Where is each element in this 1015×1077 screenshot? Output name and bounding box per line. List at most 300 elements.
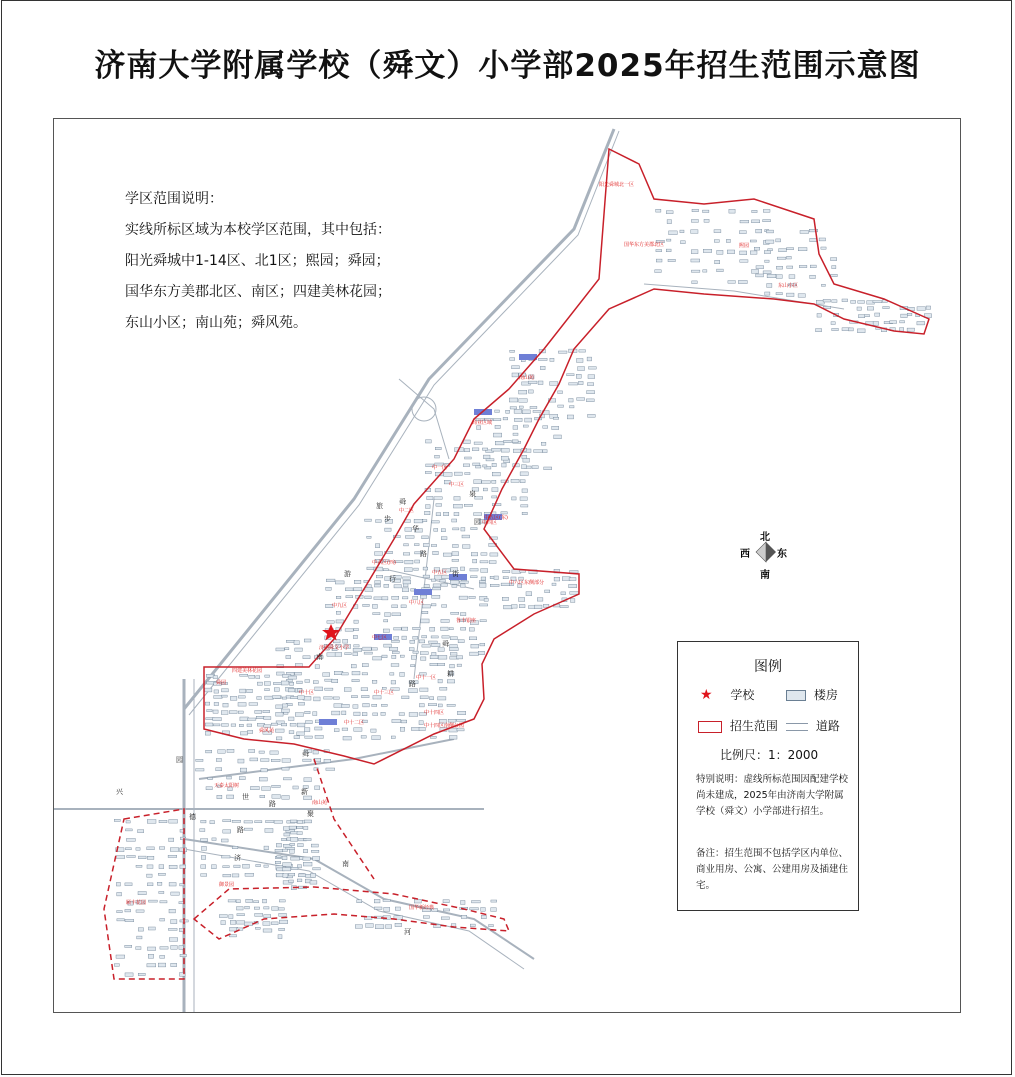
building-footprint: [232, 820, 241, 822]
building-footprint: [221, 839, 228, 842]
building-footprint: [484, 598, 488, 601]
building-footprint: [283, 827, 289, 830]
building-footprint: [205, 723, 213, 726]
building-footprint: [355, 925, 362, 928]
building-footprint: [433, 587, 441, 590]
building-footprint: [180, 865, 186, 869]
building-footprint: [750, 240, 756, 242]
building-footprint: [490, 584, 499, 586]
building-footprint: [345, 588, 353, 591]
building-footprint: [138, 856, 146, 859]
building-footprint: [832, 266, 836, 269]
building-footprint: [519, 399, 528, 403]
road-label-5: 园: [474, 518, 481, 526]
building-footprint: [222, 856, 231, 858]
building-footprint: [538, 358, 547, 360]
area-label-zhong6w: 中六区(西): [372, 560, 396, 566]
building-footprint: [493, 433, 501, 437]
building-footprint: [326, 579, 335, 582]
building-footprint: [180, 954, 186, 957]
building-footprint: [926, 306, 931, 309]
building-footprint: [404, 544, 409, 546]
building-footprint: [227, 795, 234, 799]
building-footprint: [567, 374, 575, 376]
building-footprint: [313, 750, 318, 754]
building-footprint: [291, 697, 298, 699]
building-footprint: [304, 826, 308, 829]
building-footprint: [740, 220, 749, 223]
building-footprint: [480, 604, 488, 606]
building-footprint: [353, 648, 362, 651]
building-footprint: [569, 399, 574, 403]
building-footprint: [520, 472, 528, 476]
building-footprint: [362, 695, 370, 697]
area-label-zhong5e: 中五区(东): [484, 515, 508, 521]
building-footprint: [458, 640, 464, 643]
building-footprint: [503, 577, 508, 579]
building-footprint: [272, 795, 281, 799]
building-footprint: [342, 711, 346, 715]
building-footprint: [480, 620, 486, 622]
building-footprint: [816, 329, 822, 332]
building-footprint: [569, 578, 576, 581]
building-footprint: [756, 274, 764, 277]
building-footprint: [342, 673, 348, 675]
building-footprint: [588, 414, 596, 417]
building-footprint: [240, 732, 247, 735]
building-footprint: [501, 448, 509, 452]
building-footprint: [136, 848, 140, 851]
building-footprint: [223, 830, 231, 833]
building-footprint: [383, 899, 390, 901]
building-footprint: [361, 736, 366, 739]
building-footprint: [561, 592, 566, 595]
building-footprint: [430, 736, 436, 738]
building-footprint: [240, 674, 248, 676]
building-footprint: [374, 584, 380, 587]
building-footprint: [715, 260, 720, 264]
legend-school-row: [700, 686, 754, 703]
building-footprint: [344, 688, 351, 692]
building-footprint: [432, 595, 440, 598]
building-footprint: [255, 821, 262, 823]
building-footprint: [544, 467, 552, 470]
building-footprint: [462, 535, 470, 538]
area-label-xiyuan: 熙园: [739, 243, 750, 249]
building-footprint: [264, 907, 269, 909]
building-footprint: [481, 577, 486, 580]
building-footprint: [281, 681, 288, 685]
building-footprint: [441, 529, 445, 532]
building-footprint: [766, 230, 773, 233]
building-footprint: [389, 647, 398, 650]
building-footprint: [284, 833, 290, 836]
building-footprint: [461, 901, 466, 905]
building-footprint: [263, 899, 267, 903]
building-footprint: [246, 899, 253, 902]
building-footprint: [214, 690, 219, 693]
building-footprint: [171, 946, 178, 950]
building-footprint: [490, 553, 498, 556]
building-footprint: [371, 729, 376, 732]
building-footprint: [263, 929, 272, 932]
building-footprint: [274, 821, 283, 824]
building-footprint: [294, 736, 300, 739]
building-footprint: [239, 777, 245, 780]
building-footprint: [158, 873, 165, 875]
building-footprint: [357, 900, 362, 903]
building-footprint: [353, 705, 358, 708]
building-footprint: [492, 480, 496, 483]
building-footprint: [482, 448, 487, 450]
building-footprint: [116, 955, 125, 958]
building-footprint: [263, 922, 270, 926]
building-footprint: [160, 918, 165, 921]
building-footprint: [256, 676, 260, 679]
building-footprint: [291, 837, 298, 841]
building-footprint: [375, 544, 379, 548]
building-footprint: [297, 879, 302, 882]
building-footprint: [453, 544, 459, 547]
building-footprint: [353, 653, 358, 656]
building-footprint: [917, 307, 925, 311]
building-footprint: [787, 248, 794, 250]
building-footprint: [907, 328, 914, 331]
building-footprint: [276, 843, 281, 847]
building-footprint: [414, 519, 423, 523]
boundary-swatch-icon: [698, 721, 722, 733]
building-footprint: [327, 621, 334, 623]
building-footprint: [476, 466, 481, 469]
building-footprint: [691, 230, 698, 234]
building-footprint: [405, 528, 412, 532]
building-footprint: [655, 270, 662, 273]
building-footprint: [453, 504, 462, 508]
building-footprint: [384, 644, 392, 647]
building-footprint: [473, 559, 477, 563]
building-footprint: [227, 749, 234, 752]
building-footprint: [656, 259, 662, 262]
building-footprint: [289, 826, 296, 829]
building-footprint: [401, 720, 407, 723]
building-footprint: [231, 724, 236, 726]
building-footprint: [691, 220, 698, 223]
building-footprint: [523, 425, 528, 427]
building-footprint: [147, 856, 154, 859]
building-footprint: [374, 907, 382, 909]
building-footprint: [272, 696, 280, 699]
building-footprint: [147, 883, 153, 886]
building-footprint: [817, 314, 821, 318]
building-footprint: [512, 373, 518, 377]
area-label-zhong10: 中十区: [299, 690, 315, 696]
building-footprint: [680, 230, 684, 233]
area-label-zhong4: 中四区: [482, 520, 498, 526]
building-footprint: [147, 964, 156, 967]
building-footprint: [207, 710, 212, 712]
building-footprint: [391, 736, 395, 739]
building-footprint: [381, 704, 387, 706]
building-footprint: [474, 513, 482, 516]
building-footprint: [526, 592, 532, 596]
building-footprint: [239, 724, 243, 726]
building-footprint: [703, 210, 709, 212]
building-footprint: [343, 736, 351, 740]
legend-boundary-label: 招生范围: [729, 719, 778, 733]
building-footprint: [223, 703, 228, 707]
building-footprint: [384, 620, 388, 622]
building-footprint: [374, 597, 383, 600]
building-footprint: [201, 874, 207, 877]
building-footprint: [514, 409, 522, 413]
building-footprint: [367, 585, 371, 588]
building-footprint: [435, 489, 441, 492]
building-footprint: [275, 849, 283, 852]
building-footprint: [447, 680, 455, 683]
building-footprint: [382, 597, 388, 600]
building-footprint: [240, 768, 247, 772]
building-footprint: [270, 751, 278, 754]
building-footprint: [342, 704, 350, 707]
road-label-17: 路: [269, 800, 276, 808]
area-label-zhong14: 中十四区: [424, 710, 445, 716]
building-footprint: [281, 723, 287, 726]
building-footprint: [392, 719, 401, 722]
building-footprint: [305, 711, 310, 714]
building-footprint: [411, 656, 416, 660]
road-label-8: 街: [452, 570, 459, 578]
building-footprint: [375, 581, 381, 584]
building-footprint: [365, 596, 372, 599]
building-footprint: [334, 704, 343, 708]
legend-boundary-row: [698, 717, 778, 734]
building-footprint: [442, 605, 447, 608]
building-footprint: [238, 703, 246, 707]
description-line-4: 东山小区；南山苑；舜风苑。: [125, 315, 307, 331]
building-footprint: [421, 657, 426, 660]
building-footprint: [289, 731, 294, 734]
building-footprint: [402, 636, 407, 640]
building-footprint: [148, 954, 153, 958]
building-footprint: [481, 569, 488, 573]
building-footprint: [160, 947, 168, 950]
building-footprint: [576, 374, 581, 378]
building-footprint: [214, 702, 219, 705]
building-footprint: [409, 648, 414, 651]
building-footprint: [206, 750, 212, 753]
building-footprint: [311, 844, 318, 847]
legend-road-row: [786, 717, 840, 734]
building-footprint: [237, 907, 244, 910]
area-label-guohuaxin: 国华新经典: [409, 905, 435, 911]
description-line-3: 国华东方美郡北区、南区；四建美林花园；: [125, 284, 391, 300]
building-footprint: [540, 366, 545, 370]
building-footprint: [513, 426, 518, 430]
building-footprint: [411, 727, 419, 730]
building-footprint: [237, 914, 245, 916]
building-footprint: [256, 716, 264, 719]
building-footprint: [221, 921, 226, 925]
building-footprint: [304, 639, 311, 642]
building-footprint: [423, 916, 429, 919]
building-footprint: [259, 777, 267, 781]
building-footprint: [402, 588, 409, 592]
building-footprint: [437, 663, 444, 666]
building-footprint: [752, 220, 760, 223]
building-footprint: [858, 315, 864, 318]
building-footprint: [303, 656, 310, 659]
building-footprint: [543, 604, 549, 607]
building-footprint: [291, 857, 300, 860]
building-footprint: [205, 731, 210, 735]
building-footprint: [449, 628, 453, 630]
building-footprint: [256, 864, 261, 866]
building-footprint: [351, 664, 356, 668]
building-footprint: [333, 639, 340, 643]
building-footprint: [430, 663, 438, 666]
building-footprint: [222, 689, 229, 692]
building-footprint: [519, 390, 527, 394]
building-footprint: [136, 947, 141, 950]
building-footprint: [423, 567, 428, 570]
building-footprint: [288, 689, 295, 692]
building-footprint: [335, 581, 344, 584]
building-footprint: [169, 909, 175, 913]
building-footprint: [126, 839, 135, 842]
building-footprint: [362, 673, 368, 675]
building-footprint: [237, 928, 243, 930]
building-footprint: [558, 405, 564, 407]
building-footprint: [372, 680, 377, 683]
building-footprint: [353, 588, 362, 591]
building-footprint: [480, 561, 488, 563]
building-footprint: [857, 307, 861, 310]
road-label-9: 旅: [376, 502, 383, 510]
building-footprint: [264, 846, 269, 850]
building-footprint: [656, 209, 661, 212]
building-footprint: [385, 528, 391, 531]
building-footprint: [491, 908, 497, 912]
building-footprint: [282, 856, 287, 860]
building-footprint: [196, 769, 204, 771]
area-label-nanshanyuan-s: 南山苑: [312, 800, 328, 806]
building-footprint: [588, 375, 595, 379]
building-footprint: [289, 880, 294, 883]
building-footprint: [265, 696, 274, 699]
building-footprint: [274, 688, 279, 692]
building-footprint: [361, 688, 368, 691]
building-footprint: [354, 712, 360, 716]
building-footprint: [332, 711, 340, 715]
building-footprint: [717, 250, 723, 254]
building-footprint: [522, 465, 527, 469]
building-footprint: [789, 275, 795, 279]
building-footprint: [667, 239, 671, 241]
building-footprint: [865, 315, 870, 317]
road-label-22: 南: [342, 860, 349, 868]
building-footprint: [227, 776, 232, 779]
building-footprint: [125, 973, 133, 976]
building-footprint: [411, 665, 415, 667]
building-footprint: [471, 528, 477, 530]
road-label-10: 游: [344, 570, 351, 578]
building-footprint: [202, 846, 207, 850]
building-footprint: [511, 479, 519, 482]
building-footprint: [367, 536, 371, 538]
building-footprint: [271, 723, 278, 725]
building-footprint: [298, 844, 304, 847]
building-footprint: [692, 281, 697, 284]
building-footprint: [481, 915, 486, 918]
building-footprint: [767, 274, 776, 278]
building-footprint: [477, 426, 481, 430]
map-title: 济南大学附属学校（舜文）小学部2025年招生范围示意图: [94, 48, 921, 84]
building-footprint: [459, 596, 468, 599]
building-footprint: [764, 251, 771, 254]
building-footprint: [403, 553, 410, 555]
building-footprint: [464, 449, 470, 452]
building-footprint: [230, 696, 237, 700]
building-footprint: [798, 248, 807, 251]
building-footprint: [667, 220, 671, 224]
building-footprint: [116, 882, 120, 886]
building-footprint: [464, 440, 471, 444]
building-footprint: [277, 856, 281, 858]
road-label-11: 南: [316, 653, 323, 661]
building-footprint: [169, 938, 178, 941]
building-footprint: [261, 759, 270, 762]
building-footprint: [314, 697, 321, 701]
building-footprint: [569, 584, 577, 587]
building-footprint: [763, 220, 771, 222]
building-footprint: [819, 238, 825, 241]
building-footprint: [147, 874, 153, 877]
building-footprint: [364, 652, 372, 654]
building-footprint: [281, 709, 289, 712]
building-footprint: [571, 599, 575, 603]
area-label-yifeng: 颐丰花园: [126, 900, 147, 906]
area-label-shunyuan: 舜园: [216, 680, 227, 686]
building-footprint: [900, 328, 904, 332]
building-footprint: [147, 847, 155, 850]
building-footprint: [283, 849, 288, 851]
building-footprint: [522, 455, 527, 458]
building-footprint: [249, 675, 255, 678]
building-footprint: [212, 865, 217, 869]
building-footprint: [428, 704, 437, 706]
building-footprint: [206, 787, 212, 790]
school-label: 济南舜文小学: [319, 645, 350, 651]
building-footprint: [261, 768, 267, 772]
building-footprint: [399, 713, 404, 716]
building-footprint: [254, 907, 259, 909]
building-footprint: [229, 935, 236, 937]
road-label-24: 园: [176, 756, 183, 764]
building-footprint: [776, 266, 782, 269]
building-footprint: [512, 497, 516, 500]
building-footprint: [537, 598, 543, 601]
building-footprint: [431, 636, 438, 638]
building-footprint: [245, 873, 254, 876]
building-footprint: [336, 620, 344, 623]
building-footprint: [443, 512, 448, 516]
building-footprint: [426, 505, 431, 509]
building-footprint: [465, 457, 472, 459]
building-footprint: [473, 463, 480, 466]
building-footprint: [303, 849, 307, 852]
building-footprint: [392, 596, 399, 599]
building-footprint: [117, 892, 122, 896]
